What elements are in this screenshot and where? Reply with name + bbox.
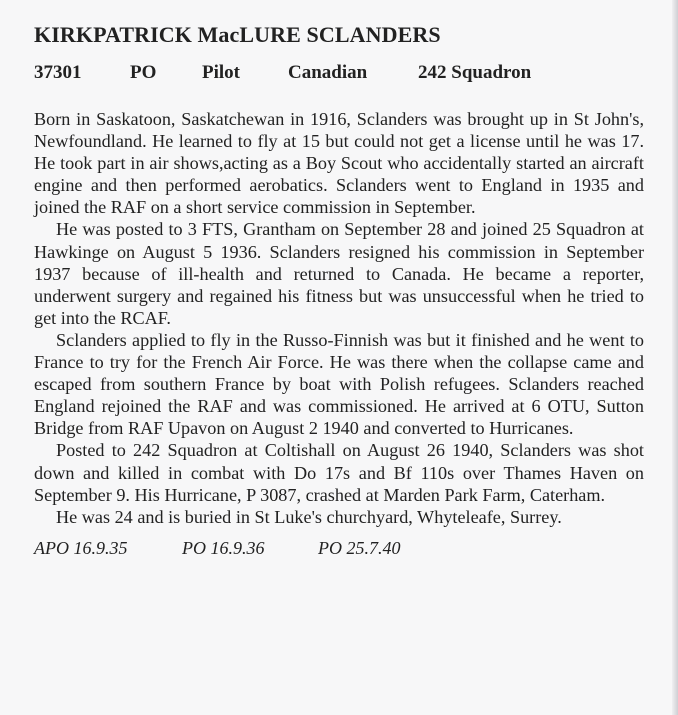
service-details [34, 62, 648, 84]
pilot-name: KIRKPATRICK MacLURE SCLANDERS [34, 22, 441, 47]
promotion-dates [34, 538, 648, 559]
biography-paragraph: He was posted to 3 FTS, Grantham on September 28 and joined 25 Squadron at Hawkinge on August 5 1936. Sclanders resigned his commission in September 1937 because of ill-health and returned to Canada. He became a reporter, underwent surgery and regained his fitness but was unsuccessful when he tried to get into the RCAF. [34, 219, 644, 328]
unit: 242 Squadron [418, 62, 532, 83]
role: Pilot [202, 62, 240, 83]
promotion-date: APO 16.9.35 [34, 537, 128, 558]
biography-paragraph: Sclanders applied to fly in the Russo-Finnish was but it finished and he went to France to try for the French Air Force. He was there when the collapse came and escaped from southern France by boat with Polish refugees. Sclanders reached England rejoined the RAF and was commissioned. He arrived at 6 OTU, Sutton Bridge from RAF Upavon on August 2 1940 and converted to Hurricanes. [34, 329, 644, 439]
nationality: Canadian [288, 62, 368, 83]
biography [34, 108, 644, 528]
biography-paragraph: Posted to 242 Squadron at Coltishall on August 26 1940, Sclanders was shot down and killed in combat with Do 17s and Bf 110s over Thames Haven on September 9. His Hurricane, P 3087, crashed at Marden Park Farm, Caterham. [34, 440, 644, 505]
biography-paragraph: Born in Saskatoon, Saskatchewan in 1916, Sclanders was brought up in St John's, Newfoundland. He learned to fly at 15 but could not get a license until he was 17. He took part in air shows,acting as a Boy Scout who accidentally started an aircraft engine and then performed aerobatics. Sclanders went to England in 1935 and joined the RAF on a short service commission in September. [34, 109, 644, 218]
promotion-date: PO 25.7.40 [318, 537, 401, 558]
biography-paragraph: He was 24 and is buried in St Luke's churchyard, Whyteleafe, Surrey. [56, 506, 562, 527]
rank: PO [130, 62, 157, 83]
service-number: 37301 [34, 62, 82, 83]
promotion-date: PO 16.9.36 [182, 537, 265, 558]
